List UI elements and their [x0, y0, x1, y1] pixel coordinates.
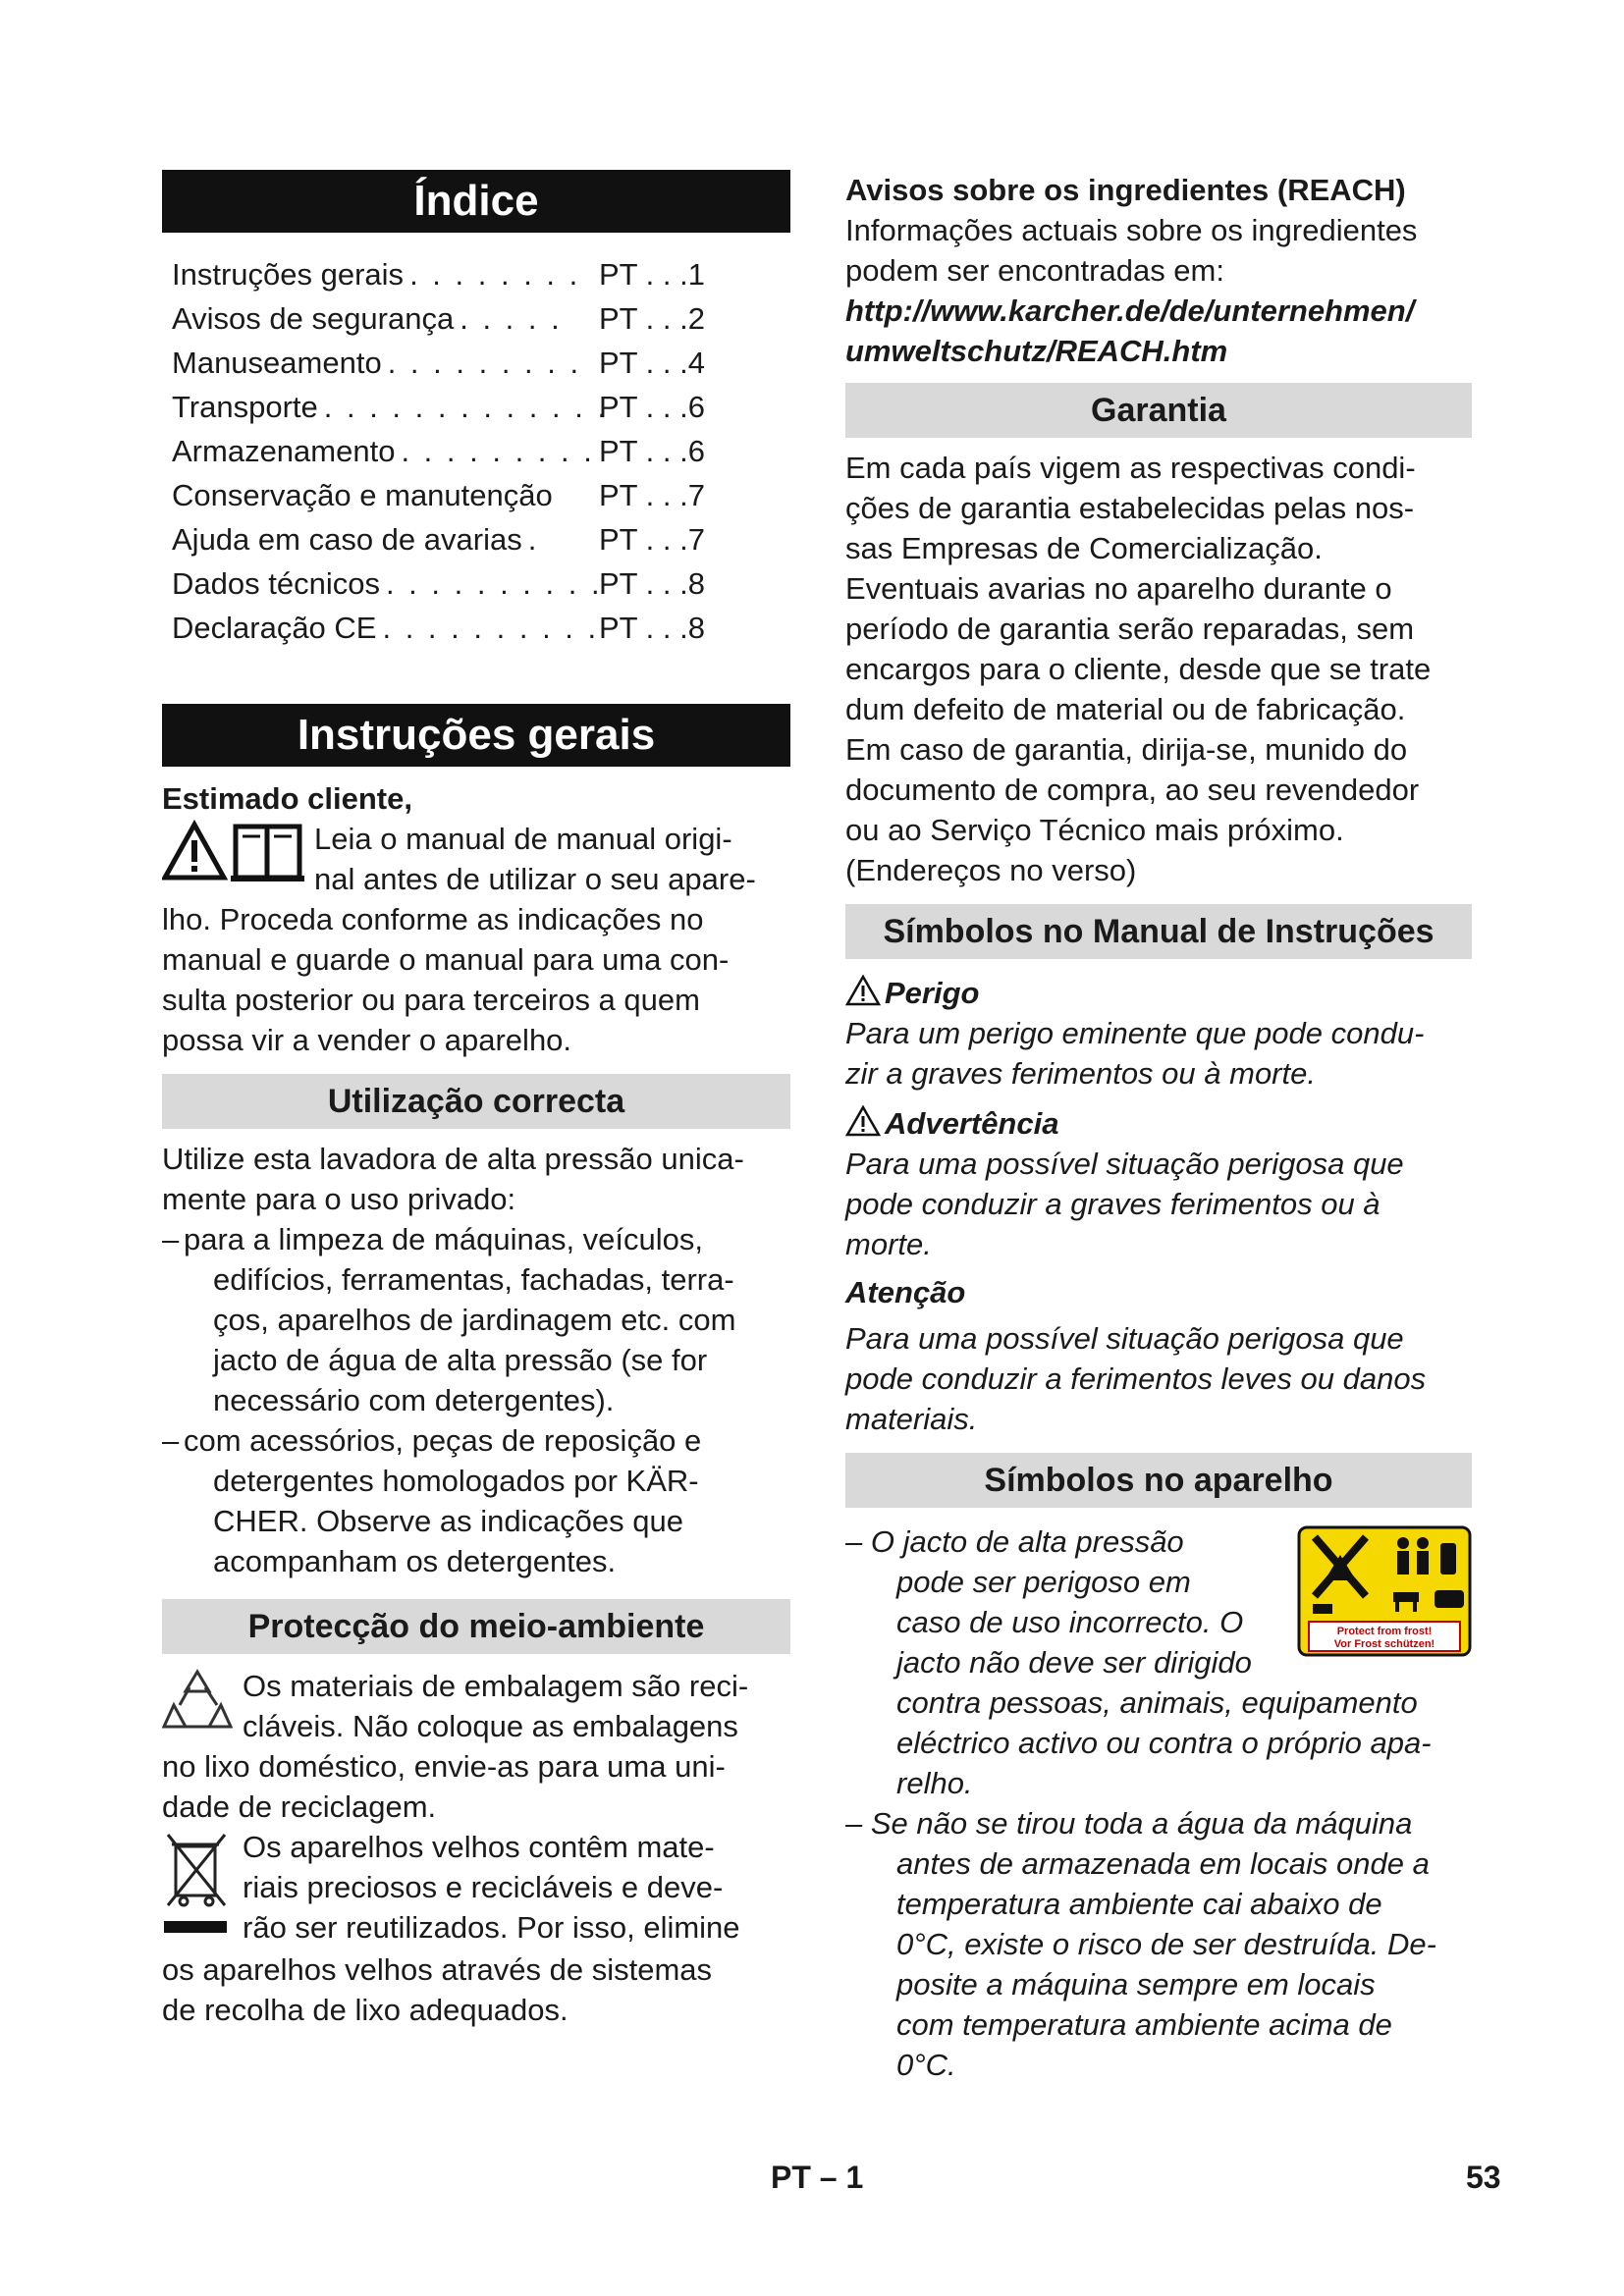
warning-triangle-icon [845, 1105, 881, 1142]
atencao-line: Para uma possível situação perigosa que [845, 1321, 1404, 1356]
list-line: necessário com detergentes). [213, 1383, 615, 1417]
aparelho-line: com temperatura ambiente acima de [896, 2007, 1392, 2042]
reach-url[interactable]: umweltschutz/REACH.htm [845, 334, 1228, 368]
ambiente-line: riais preciosos e recicláveis e deve- [243, 1870, 724, 1904]
toc-dots: . . . . . . . . . [387, 346, 582, 380]
toc-row[interactable] [172, 561, 790, 606]
toc-title: Armazenamento [172, 434, 396, 468]
reach-line: podem ser encontradas em: [845, 253, 1224, 288]
toc-page: PT . . .6 [599, 390, 705, 424]
utilizacao-line: mente para o uso privado: [162, 1182, 516, 1216]
simbolos-aparelho-heading: Símbolos no aparelho [845, 1453, 1472, 1508]
estimado-line: possa vir a vender o aparelho. [162, 1023, 572, 1057]
toc-row[interactable] [172, 429, 790, 473]
toc-dots: . . . . . . . . . . [385, 566, 603, 601]
toc-row[interactable] [172, 517, 790, 561]
aparelho-line: eléctrico activo ou contra o próprio apa- [896, 1726, 1432, 1760]
aparelho-line: pode ser perigoso em [896, 1565, 1191, 1599]
perigo-line: Para um perigo eminente que pode condu- [845, 1016, 1425, 1050]
toc-row[interactable] [172, 296, 790, 341]
atencao-line: materiais. [845, 1402, 978, 1436]
estimado-line: manual e guarde o manual para uma con- [162, 942, 730, 977]
estimado-cliente: Estimado cliente, [162, 781, 412, 816]
garantia-line: período de garantia serão reparadas, sem [845, 612, 1415, 646]
atencao-line: pode conduzir a ferimentos leves ou danos [845, 1362, 1427, 1396]
aparelho-item-1 [845, 1522, 1472, 1803]
ambiente-paragraph-1 [162, 1666, 790, 1827]
reach-line: Informações actuais sobre os ingredientes [845, 213, 1418, 247]
recycle-icon [162, 1666, 243, 1746]
ambiente-paragraph-2 [162, 1827, 790, 2030]
frost-label-en: Protect from frost! [1336, 1626, 1433, 1637]
utilizacao-intro [162, 1139, 790, 1219]
dash: – [845, 1806, 863, 1841]
toc-row[interactable] [172, 606, 790, 650]
aparelho-line: contra pessoas, animais, equipamento [896, 1685, 1418, 1720]
aparelho-line: antes de armazenada em locais onde a [896, 1846, 1430, 1881]
ambiente-line: cláveis. Não coloque as embalagens [243, 1709, 738, 1743]
toc-dots: . . . . . . . . . . [382, 611, 600, 645]
garantia-line: (Endereços no verso) [845, 853, 1137, 887]
advertencia-line: morte. [845, 1227, 932, 1261]
toc-title: Dados técnicos [172, 566, 380, 601]
toc-dots: . [527, 522, 540, 557]
list-line: acompanham os detergentes. [213, 1544, 617, 1578]
footer-section-label: PT – 1 [771, 2160, 864, 2195]
garantia-line: documento de compra, ao seu revendedor [845, 773, 1420, 807]
atencao-label: Atenção [845, 1275, 966, 1309]
garantia-line: encargos para o cliente, desde que se trate [845, 652, 1432, 686]
toc-dots: . . . . . [460, 301, 563, 336]
ambiente-line: rão ser reutilizados. Por isso, elimine [243, 1910, 740, 1945]
list-line: para a limpeza de máquinas, veículos, [184, 1222, 704, 1256]
toc-page: PT . . .4 [599, 346, 705, 380]
garantia-line: ções de garantia estabelecidas pelas nos- [845, 491, 1415, 525]
aparelho-line: 0°C. [896, 2048, 956, 2082]
garantia-line: ou ao Serviço Técnico mais próximo. [845, 813, 1344, 847]
perigo-label: Perigo [885, 976, 980, 1010]
list-line: com acessórios, peças de reposição e [184, 1423, 702, 1458]
garantia-line: dum defeito de material ou de fabricação. [845, 692, 1406, 726]
garantia-paragraph [845, 448, 1472, 890]
ambiente-line: os aparelhos velhos através de sistemas [162, 1952, 713, 1987]
utilizacao-heading: Utilização correcta [162, 1074, 790, 1129]
aparelho-text: O jacto de alta pressão [870, 1524, 1184, 1559]
toc-row[interactable] [172, 385, 790, 429]
aparelho-line: temperatura ambiente cai abaixo de [896, 1887, 1382, 1921]
left-column [162, 170, 790, 2030]
advertencia-line: pode conduzir a graves ferimentos ou à [845, 1187, 1380, 1221]
ambiente-line: de recolha de lixo adequados. [162, 1993, 568, 2027]
toc-row[interactable] [172, 252, 790, 296]
aparelho-line: relho. [896, 1766, 973, 1800]
toc-page: PT . . .7 [599, 522, 705, 557]
utilizacao-list [162, 1219, 790, 1581]
list-line: detergentes homologados por KÄR- [213, 1464, 699, 1498]
aparelho-line: caso de uso incorrecto. O [896, 1605, 1244, 1639]
garantia-line: Eventuais avarias no aparelho durante o [845, 571, 1392, 606]
weee-bin-icon [162, 1827, 243, 1949]
garantia-line: Em caso de garantia, dirija-se, munido do [845, 732, 1408, 767]
garantia-heading: Garantia [845, 383, 1472, 438]
toc-title: Instruções gerais [172, 257, 405, 292]
device-warning-label-icon [1297, 1525, 1472, 1657]
toc-dots [553, 473, 559, 517]
frost-label-de: Vor Frost schützen! [1333, 1638, 1435, 1650]
list-item [162, 1219, 790, 1420]
estimado-line: Leia o manual de manual origi- [314, 822, 732, 856]
advertencia-line: Para uma possível situação perigosa que [845, 1147, 1404, 1181]
reach-url[interactable]: http://www.karcher.de/de/unternehmen/ [845, 294, 1415, 328]
estimado-line: lho. Proceda conforme as indicações no [162, 902, 704, 936]
aparelho-line: posite a máquina sempre em locais [896, 1967, 1376, 2002]
aparelho-line [845, 1803, 1472, 1843]
list-line: ços, aparelhos de jardinagem etc. com [213, 1303, 736, 1337]
simbolos-manual-heading: Símbolos no Manual de Instruções [845, 904, 1472, 959]
right-column [845, 170, 1472, 2085]
toc-title: Manuseamento [172, 346, 382, 380]
aparelho-line: jacto não deve ser dirigido [896, 1645, 1252, 1680]
toc-row[interactable] [172, 341, 790, 385]
toc-page: PT . . .8 [599, 611, 705, 645]
toc-title: Conservação e manutenção [172, 478, 553, 512]
toc-title: Avisos de segurança [172, 301, 455, 336]
ambiente-line: Os aparelhos velhos contêm mate- [243, 1830, 715, 1864]
toc-page: PT . . .2 [599, 301, 705, 336]
toc-title: Transporte [172, 390, 318, 424]
instrucoes-heading: Instruções gerais [162, 704, 790, 767]
aparelho-item-2 [845, 1803, 1472, 2085]
ambiente-line: no lixo doméstico, envie-as para uma uni- [162, 1749, 726, 1784]
toc-page: PT . . .7 [599, 478, 705, 512]
warning-triangle-icon [845, 975, 881, 1011]
estimado-line: nal antes de utilizar o seu apare- [314, 862, 756, 896]
ambiente-line: Os materiais de embalagem são reci- [243, 1669, 749, 1703]
ambiente-line: dade de reciclagem. [162, 1789, 437, 1824]
estimado-line: sulta posterior ou para terceiros a quem [162, 983, 700, 1017]
aparelho-text: Se não se tirou toda a água da máquina [870, 1806, 1413, 1841]
garantia-line: Em cada país vigem as respectivas condi- [845, 451, 1416, 485]
reach-title: Avisos sobre os ingredientes (REACH) [845, 173, 1406, 207]
table-of-contents [172, 252, 790, 650]
toc-dots: . . . . . . . . . . . . . [323, 390, 610, 424]
ambiente-heading: Protecção do meio-ambiente [162, 1599, 790, 1654]
dash: – [162, 1423, 180, 1458]
toc-dots: . . . . . . . . . [401, 434, 595, 468]
list-item [162, 1420, 790, 1581]
garantia-line: sas Empresas de Comercialização. [845, 531, 1323, 565]
aparelho-line: 0°C, existe o risco de ser destruída. De- [896, 1927, 1436, 1961]
manual-warning-icon [162, 819, 314, 899]
utilizacao-line: Utilize esta lavadora de alta pressão unica- [162, 1142, 744, 1176]
toc-page: PT . . .6 [599, 434, 705, 468]
toc-dots: . . . . . . . . [409, 257, 581, 292]
toc-page: PT . . .1 [599, 257, 705, 292]
indice-heading: Índice [162, 170, 790, 233]
list-line: edifícios, ferramentas, fachadas, terra- [213, 1262, 734, 1297]
toc-page: PT . . .8 [599, 566, 705, 601]
list-line: jacto de água de alta pressão (se for [213, 1343, 708, 1377]
toc-title: Ajuda em caso de avarias [172, 522, 522, 557]
perigo-heading [845, 973, 1472, 1013]
dash: – [845, 1524, 863, 1559]
perigo-line: zir a graves ferimentos ou à morte. [845, 1056, 1316, 1091]
page-number: 53 [1466, 2160, 1501, 2195]
advertencia-label: Advertência [885, 1106, 1059, 1141]
list-line: CHER. Observe as indicações que [213, 1504, 684, 1538]
toc-row[interactable] [172, 473, 790, 517]
toc-title: Declaração CE [172, 611, 377, 645]
dash: – [162, 1222, 180, 1256]
advertencia-heading [845, 1103, 1472, 1144]
estimado-paragraph [162, 819, 790, 1060]
